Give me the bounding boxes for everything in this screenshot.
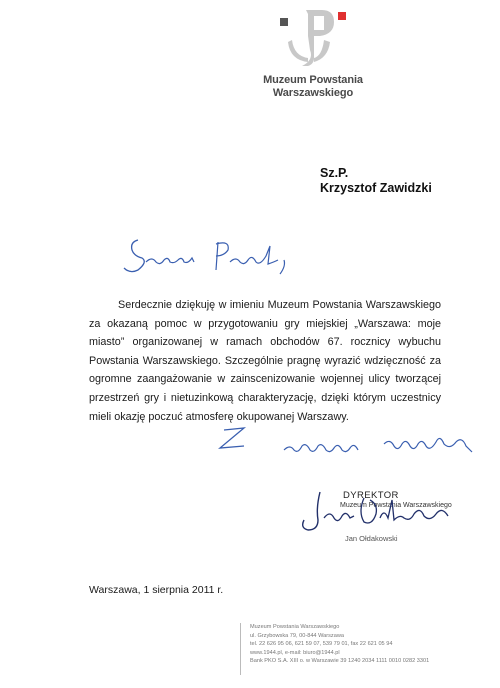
recipient-name: Krzysztof Zawidzki: [320, 181, 432, 195]
director-title: DYREKTOR: [343, 490, 399, 501]
museum-name-line1: Muzeum Powstania: [263, 74, 363, 86]
letter-body: [89, 296, 441, 426]
director-name: Jan Ołdakowski: [345, 534, 398, 543]
handwritten-signature: [292, 488, 462, 536]
handwritten-closing: [210, 420, 490, 470]
director-organization: Muzeum Powstania Warszawskiego: [340, 502, 452, 509]
museum-logo: [258, 6, 368, 98]
recipient-block: [320, 166, 432, 196]
footer-divider: [240, 623, 241, 675]
handwritten-salutation: [120, 232, 300, 280]
footer-line: Bank PKO S.A. XIII o. w Warszawie 39 1240 2034 1111 0010 0282 3301: [250, 658, 430, 664]
footer-line: Muzeum Powstania Warszawskiego: [250, 624, 340, 630]
footer-line: tel. 22 626 95 06, 621 59 07, 539 79 01, fax 22 621 05 94: [250, 641, 393, 647]
anchor-emblem-icon: [278, 6, 348, 72]
recipient-title: Sz.P.: [320, 166, 349, 180]
date-place: Warszawa, 1 sierpnia 2011 r.: [89, 584, 224, 596]
museum-name: [258, 74, 368, 100]
footer-line: ul. Grzybowska 79, 00-844 Warszawa: [250, 632, 344, 639]
museum-name-line2: Warszawskiego: [272, 87, 354, 99]
footer-line: www.1944.pl, e-mail: biuro@1944.pl: [250, 649, 340, 656]
letter-paragraph: Serdecznie dziękuję w imieniu Muzeum Powstania Warszawskiego za okazaną pomoc w przygotowaniu gry miejskiej „Warszawa: moje miasto” organizowanej w ramach obchodów 67. rocznicy wybuchu Powstania Warszawskiego. Szczególnie pragnę wyrazić wdzięczność za ogromne zaangażowanie w zainscenizowanie wojennej ulicy tworzącej przestrzeń gry i nietuzinkową charakteryzację, dzięki którym uczestnicy mieli okazję poczuć atmosferę okupowanej Warszawy.: [89, 299, 441, 423]
